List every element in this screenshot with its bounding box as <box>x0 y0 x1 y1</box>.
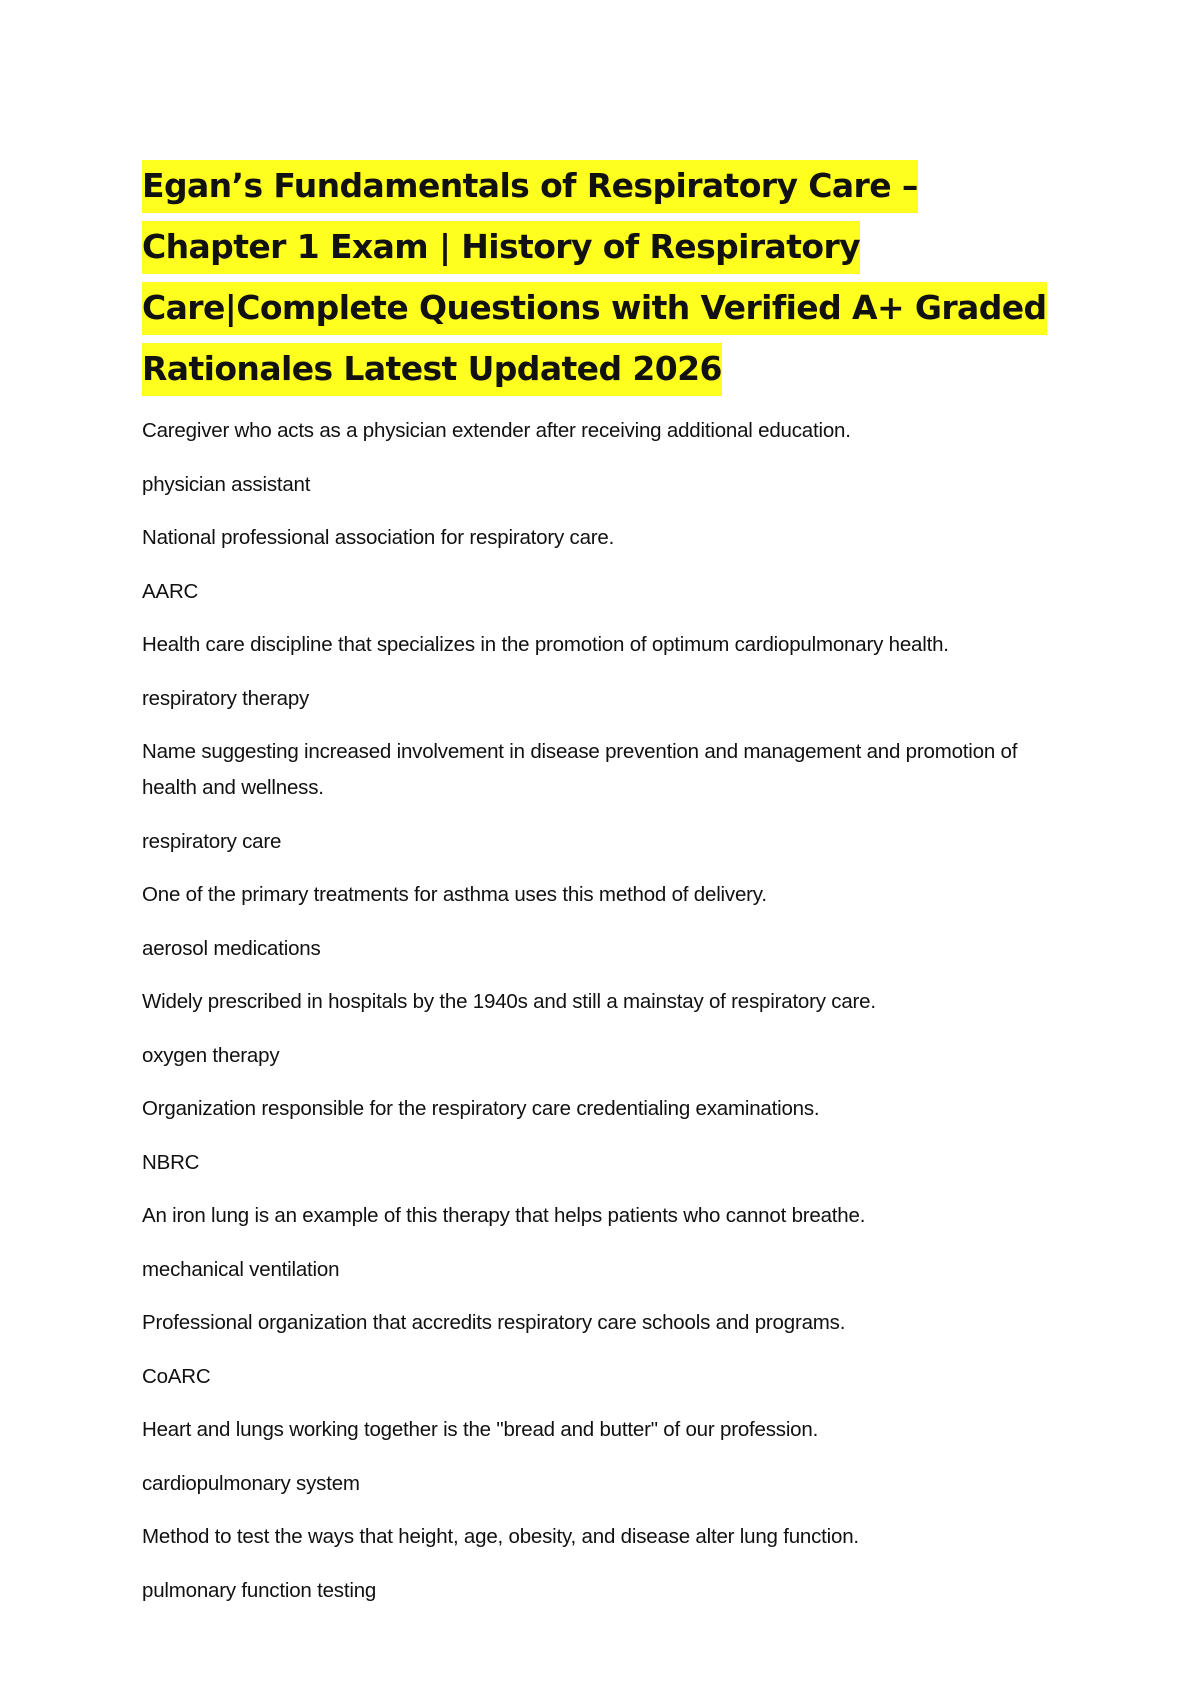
qa-item <box>142 1305 1072 1395</box>
question-text: Health care discipline that specializes in the promotion of optimum cardiopulmonary health. <box>142 633 949 656</box>
answer-text: aerosol medications <box>142 937 321 960</box>
answer-text: respiratory therapy <box>142 687 310 710</box>
qa-item <box>142 520 1072 610</box>
qa-item <box>142 627 1072 717</box>
qa-item <box>142 734 1072 860</box>
question-text: National professional association for respiratory care. <box>142 526 615 549</box>
qa-item <box>142 877 1072 967</box>
answer-text: physician assistant <box>142 473 311 496</box>
question-text: Professional organization that accredits respiratory care schools and programs. <box>142 1311 846 1334</box>
qa-item <box>142 1198 1072 1288</box>
answer-text: oxygen therapy <box>142 1044 280 1067</box>
answer-text: cardiopulmonary system <box>142 1472 360 1495</box>
qa-item <box>142 413 1072 503</box>
answer-text: AARC <box>142 580 199 603</box>
answer-text: NBRC <box>142 1151 200 1174</box>
question-text: Widely prescribed in hospitals by the 1940s and still a mainstay of respiratory care. <box>142 990 876 1013</box>
qa-item <box>142 1412 1072 1502</box>
answer-text: pulmonary function testing <box>142 1579 377 1602</box>
document-title-text: Egan’s Fundamentals of Respiratory Care – Chapter 1 Exam | History of Respiratory Care|Complete Questions with Verified A+ Graded Rationales Latest Updated 2026 <box>142 160 1047 396</box>
qa-item <box>142 1091 1072 1181</box>
qa-list <box>142 413 1072 1609</box>
question-text: Name suggesting increased involvement in disease prevention and management and promotion of health and wellness. <box>142 740 1018 799</box>
question-text: Heart and lungs working together is the "bread and butter" of our profession. <box>142 1418 819 1441</box>
qa-item <box>142 1519 1072 1609</box>
question-text: An iron lung is an example of this therapy that helps patients who cannot breathe. <box>142 1204 866 1227</box>
question-text: Caregiver who acts as a physician extender after receiving additional education. <box>142 419 851 442</box>
question-text: Method to test the ways that height, age, obesity, and disease alter lung function. <box>142 1525 859 1548</box>
question-text: Organization responsible for the respiratory care credentialing examinations. <box>142 1097 820 1120</box>
answer-text: respiratory care <box>142 830 282 853</box>
question-text: One of the primary treatments for asthma uses this method of delivery. <box>142 883 767 906</box>
answer-text: mechanical ventilation <box>142 1258 340 1281</box>
qa-item <box>142 984 1072 1074</box>
document-title <box>142 155 1072 399</box>
document-page <box>142 155 1072 1626</box>
answer-text: CoARC <box>142 1365 211 1388</box>
